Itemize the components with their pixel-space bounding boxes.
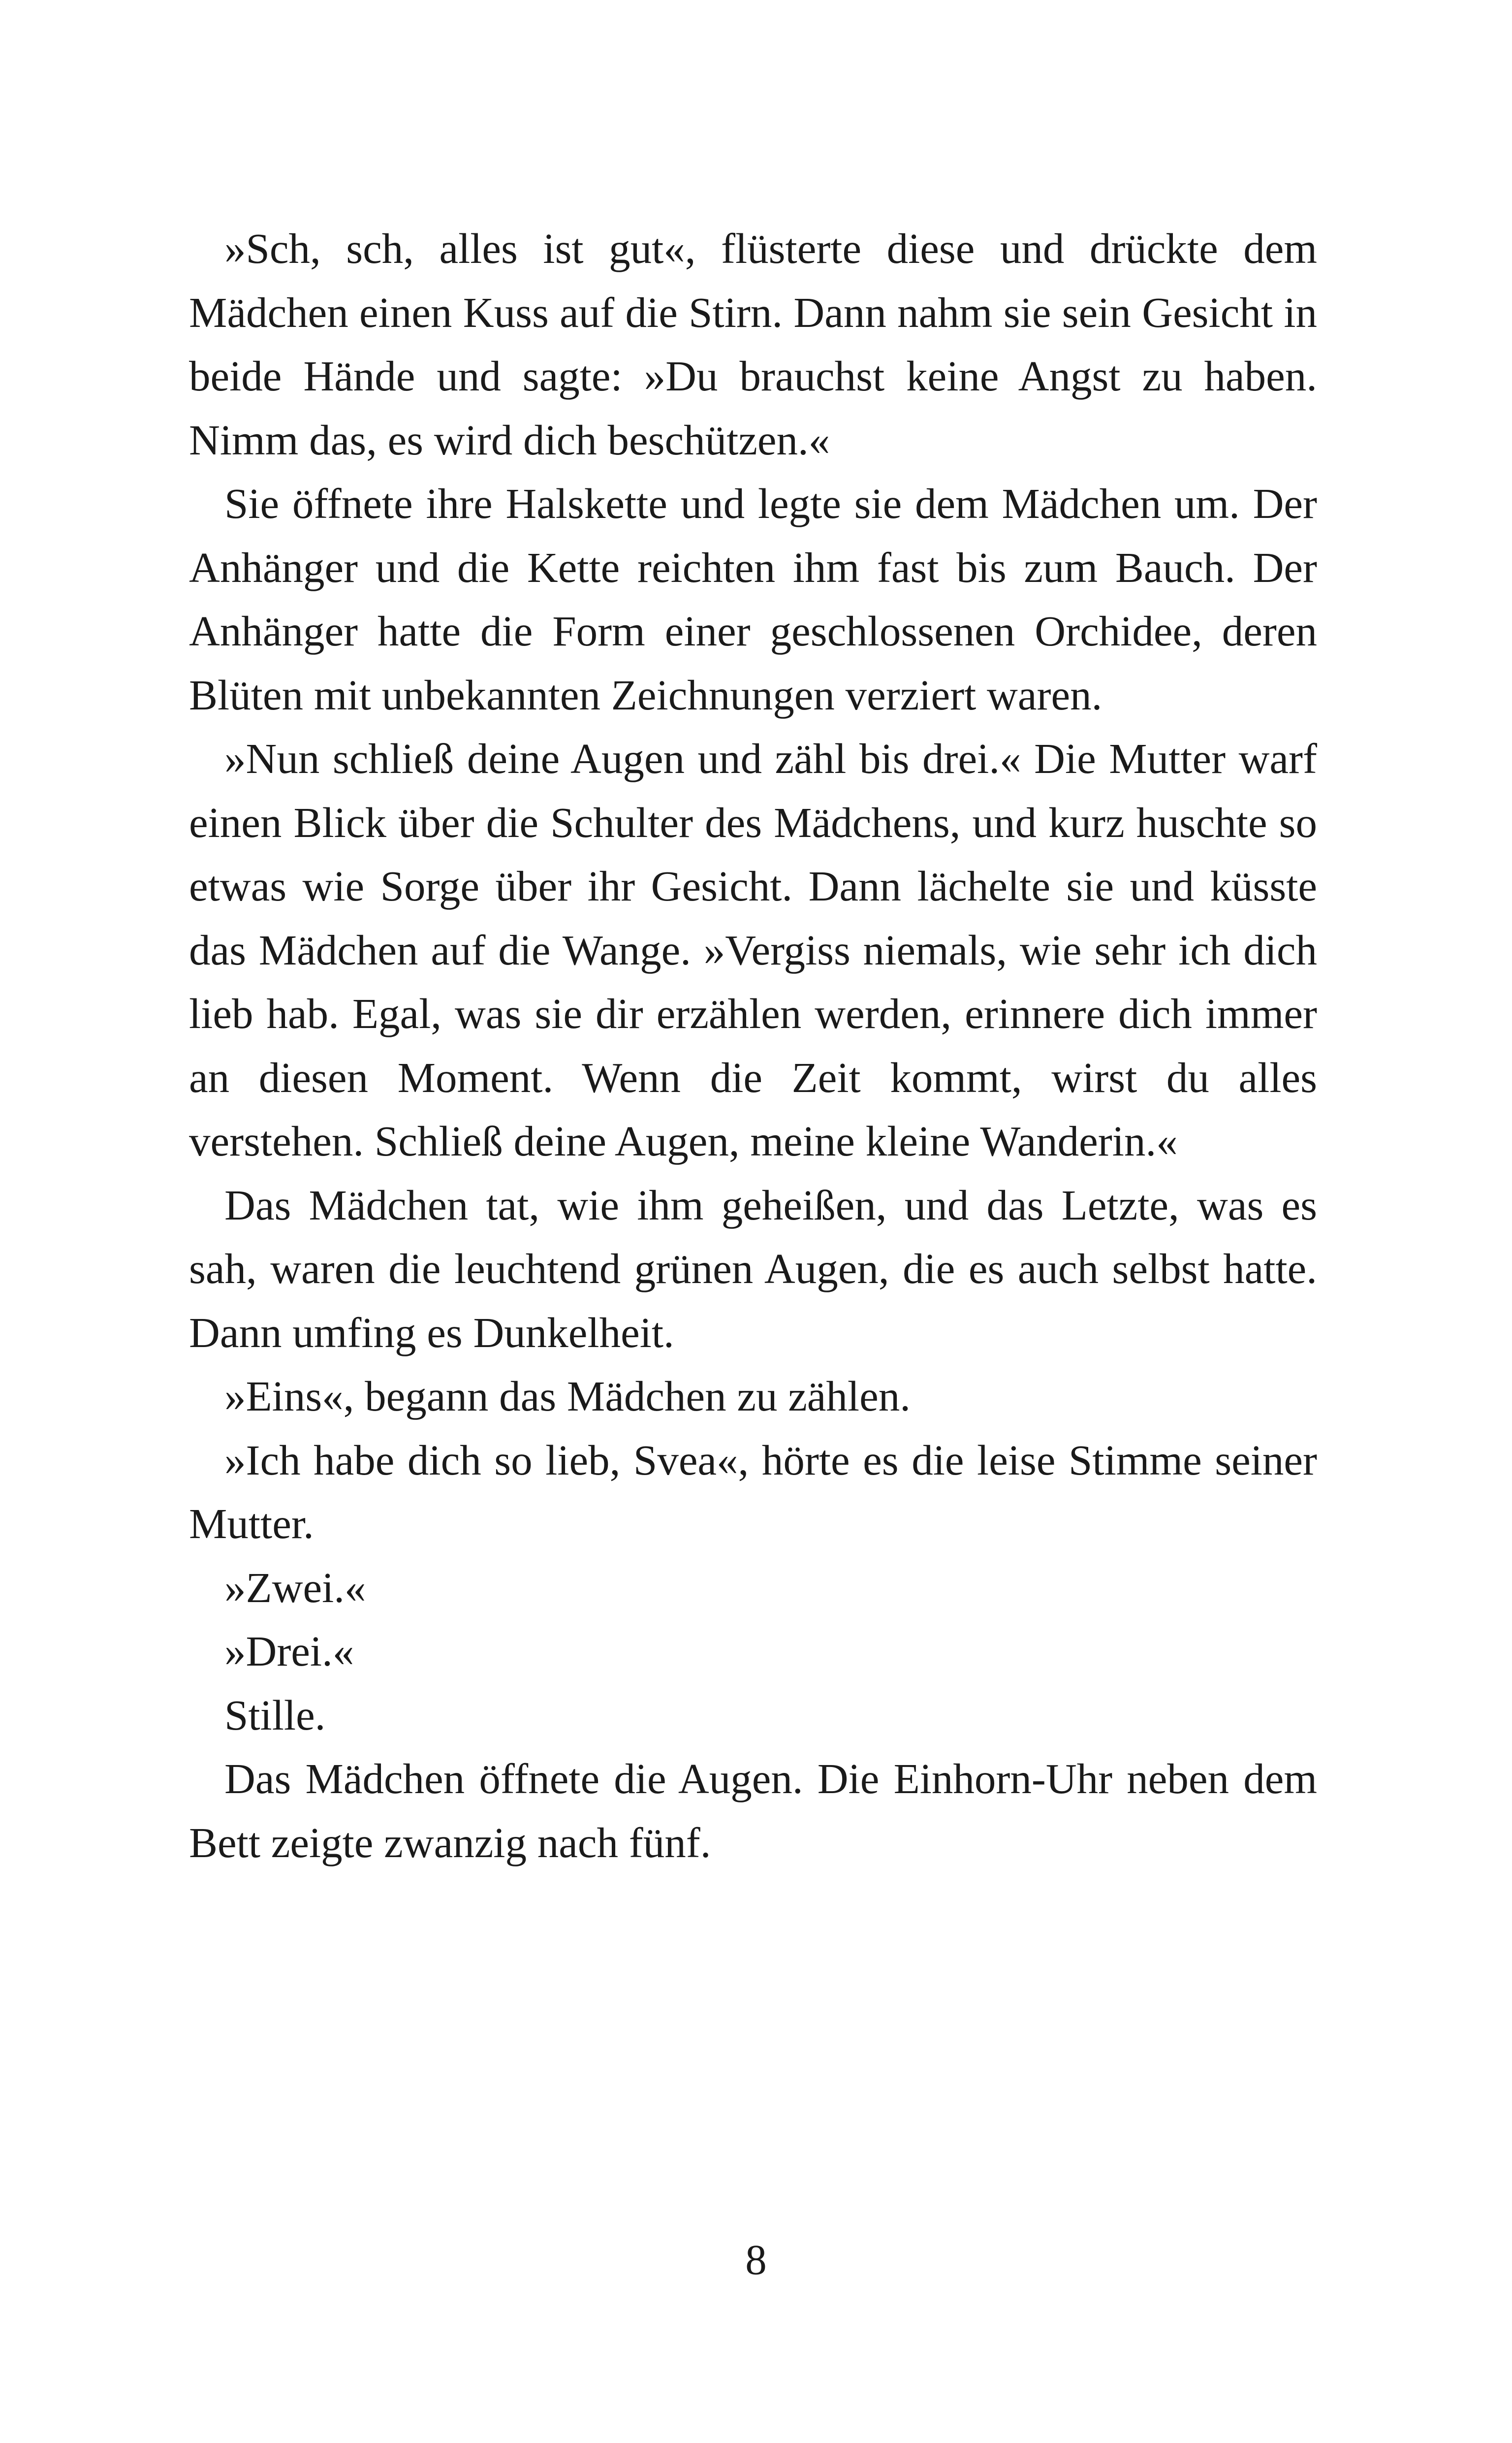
paragraph: Sie öffnete ihre Halskette und legte sie dem Mädchen um. Der Anhänger und die Kette reichten ihm fast bis zum Bauch. Der Anhänger hatte die Form einer geschlossenen Orchidee, deren Blüten mit unbekannten Zeichnungen verziert waren. (189, 480, 1317, 719)
paragraph: Stille. (224, 1691, 326, 1739)
paragraph: »Ich habe dich so lieb, Svea«, hörte es die leise Stimme seiner Mutter. (189, 1436, 1317, 1547)
body-text (189, 217, 1317, 1874)
page-number: 8 (745, 2236, 767, 2283)
paragraph: »Drei.« (224, 1627, 354, 1675)
paragraph: »Eins«, begann das Mädchen zu zählen. (224, 1372, 911, 1420)
paragraph: Das Mädchen öffnete die Augen. Die Einhorn-Uhr neben dem Bett zeigte zwanzig nach fünf. (189, 1755, 1317, 1866)
paragraph: Das Mädchen tat, wie ihm geheißen, und das Letzte, was es sah, waren die leuchtend grünen Augen, die es auch selbst hatte. Dann umfing es Dunkelheit. (189, 1181, 1317, 1356)
paragraph: »Sch, sch, alles ist gut«, flüsterte diese und drückte dem Mädchen einen Kuss auf die Stirn. Dann nahm sie sein Gesicht in beide Hände und sagte: »Du brauchst keine Angst zu haben. Nimm das, es wird dich beschützen.« (189, 225, 1317, 464)
paragraph: »Nun schließ deine Augen und zähl bis drei.« Die Mutter warf einen Blick über die Schulter des Mädchens, und kurz huschte so etwas wie Sorge über ihr Gesicht. Dann lächelte sie und küsste das Mädchen auf die Wange. »Vergiss niemals, wie sehr ich dich lieb hab. Egal, was sie dir erzählen werden, erinnere dich immer an diesen Moment. Wenn die Zeit kommt, wirst du alles verstehen. Schließ deine Augen, meine kleine Wanderin.« (189, 735, 1317, 1165)
paragraph: »Zwei.« (224, 1563, 366, 1611)
